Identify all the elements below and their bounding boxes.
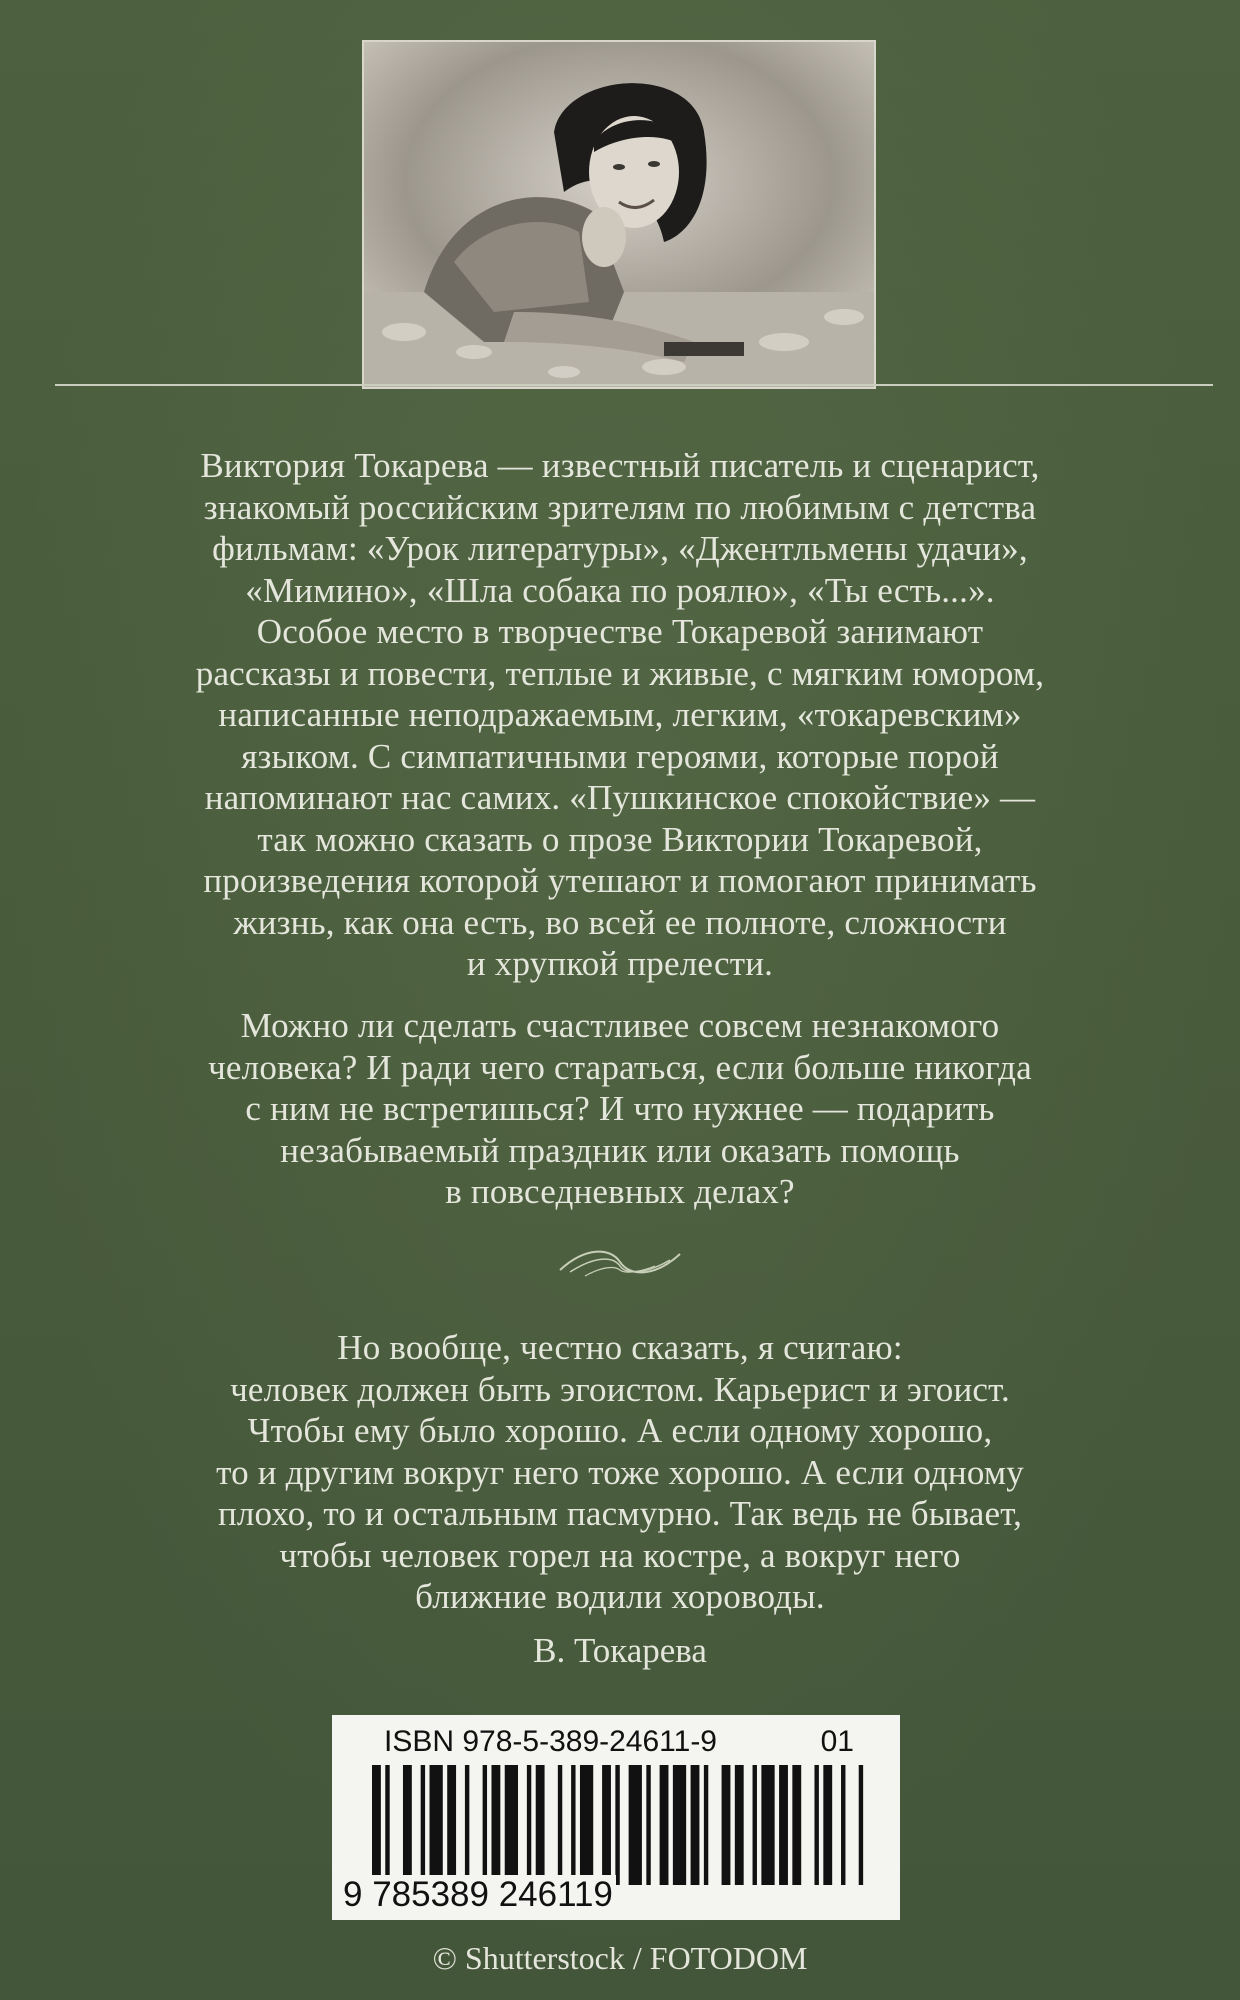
isbn-barcode bbox=[332, 1715, 900, 1920]
quote-line: человек должен быть эгоистом. Карьерист и эгоист. bbox=[230, 1369, 1010, 1409]
barcode-digits: 9 785389 246119 bbox=[340, 1875, 616, 1915]
teaser-line: Можно ли сделать счастливее совсем незнакомого bbox=[240, 1006, 1000, 1045]
description-line: «Мимино», «Шла собака по роялю», «Ты есть...». bbox=[245, 570, 995, 610]
description-line: фильмам: «Урок литературы», «Джентльмены удачи», bbox=[212, 529, 1028, 568]
description-line: Виктория Токарева — известный писатель и сценарист, bbox=[200, 446, 1040, 485]
barcode-digits-row bbox=[340, 1875, 880, 1915]
quote-line: плохо, то и остальным пасмурно. Так ведь не бывает, bbox=[217, 1494, 1023, 1533]
author-photo bbox=[362, 40, 876, 389]
flourish-ornament-icon bbox=[555, 1242, 685, 1282]
isbn-number: ISBN 978-5-389-24611-9 bbox=[384, 1725, 717, 1758]
description-line: рассказы и повести, теплые и живые, с мягким юмором, bbox=[195, 653, 1045, 693]
quote-line: Но вообще, честно сказать, я считаю: bbox=[337, 1328, 903, 1367]
description-line: жизнь, как она есть, во всей ее полноте, сложности bbox=[233, 902, 1007, 942]
description-line: знакомый российским зрителям по любимым с детства bbox=[203, 487, 1037, 527]
quote-line: ближние водили хороводы. bbox=[415, 1577, 825, 1616]
description-line: напоминают нас самих. «Пушкинское спокойствие» — bbox=[204, 778, 1036, 817]
barcode-bars-icon bbox=[372, 1765, 872, 1885]
teaser-line: в повседневных делах? bbox=[445, 1172, 795, 1211]
description-line: произведения которой утешают и помогают принимать bbox=[203, 861, 1037, 900]
quote-author: В. Токарева bbox=[533, 1631, 707, 1670]
photo-credit: © Shutterstock / FOTODOM bbox=[432, 1940, 808, 1976]
author-portrait-icon bbox=[364, 42, 874, 387]
teaser-line: незабываемый праздник или оказать помощь bbox=[280, 1130, 960, 1170]
quote-line: Чтобы ему было хорошо. А если одному хорошо, bbox=[247, 1411, 993, 1450]
isbn-addon: 01 bbox=[820, 1725, 854, 1758]
description-line: написанные неподражаемым, легким, «токаревским» bbox=[218, 695, 1022, 734]
quote-line: то и другим вокруг него тоже хорошо. А если одному bbox=[216, 1452, 1024, 1492]
description-line: и хрупкой прелести. bbox=[466, 944, 774, 983]
quote-line: чтобы человек горел на костре, а вокруг него bbox=[279, 1535, 961, 1575]
book-description bbox=[60, 445, 1180, 985]
author-quote bbox=[60, 1327, 1180, 1618]
isbn-text-row bbox=[384, 1725, 854, 1759]
teaser-line: человека? И ради чего стараться, если больше никогда bbox=[208, 1047, 1032, 1087]
book-teaser bbox=[60, 1005, 1180, 1213]
description-line: языком. С симпатичными героями, которые порой bbox=[241, 736, 999, 776]
divider-rule bbox=[55, 384, 1213, 386]
description-line: так можно сказать о прозе Виктории Токаревой, bbox=[257, 819, 983, 859]
description-line: Особое место в творчестве Токаревой занимают bbox=[256, 612, 984, 651]
teaser-line: с ним не встретишься? И что нужнее — подарить bbox=[245, 1089, 995, 1128]
